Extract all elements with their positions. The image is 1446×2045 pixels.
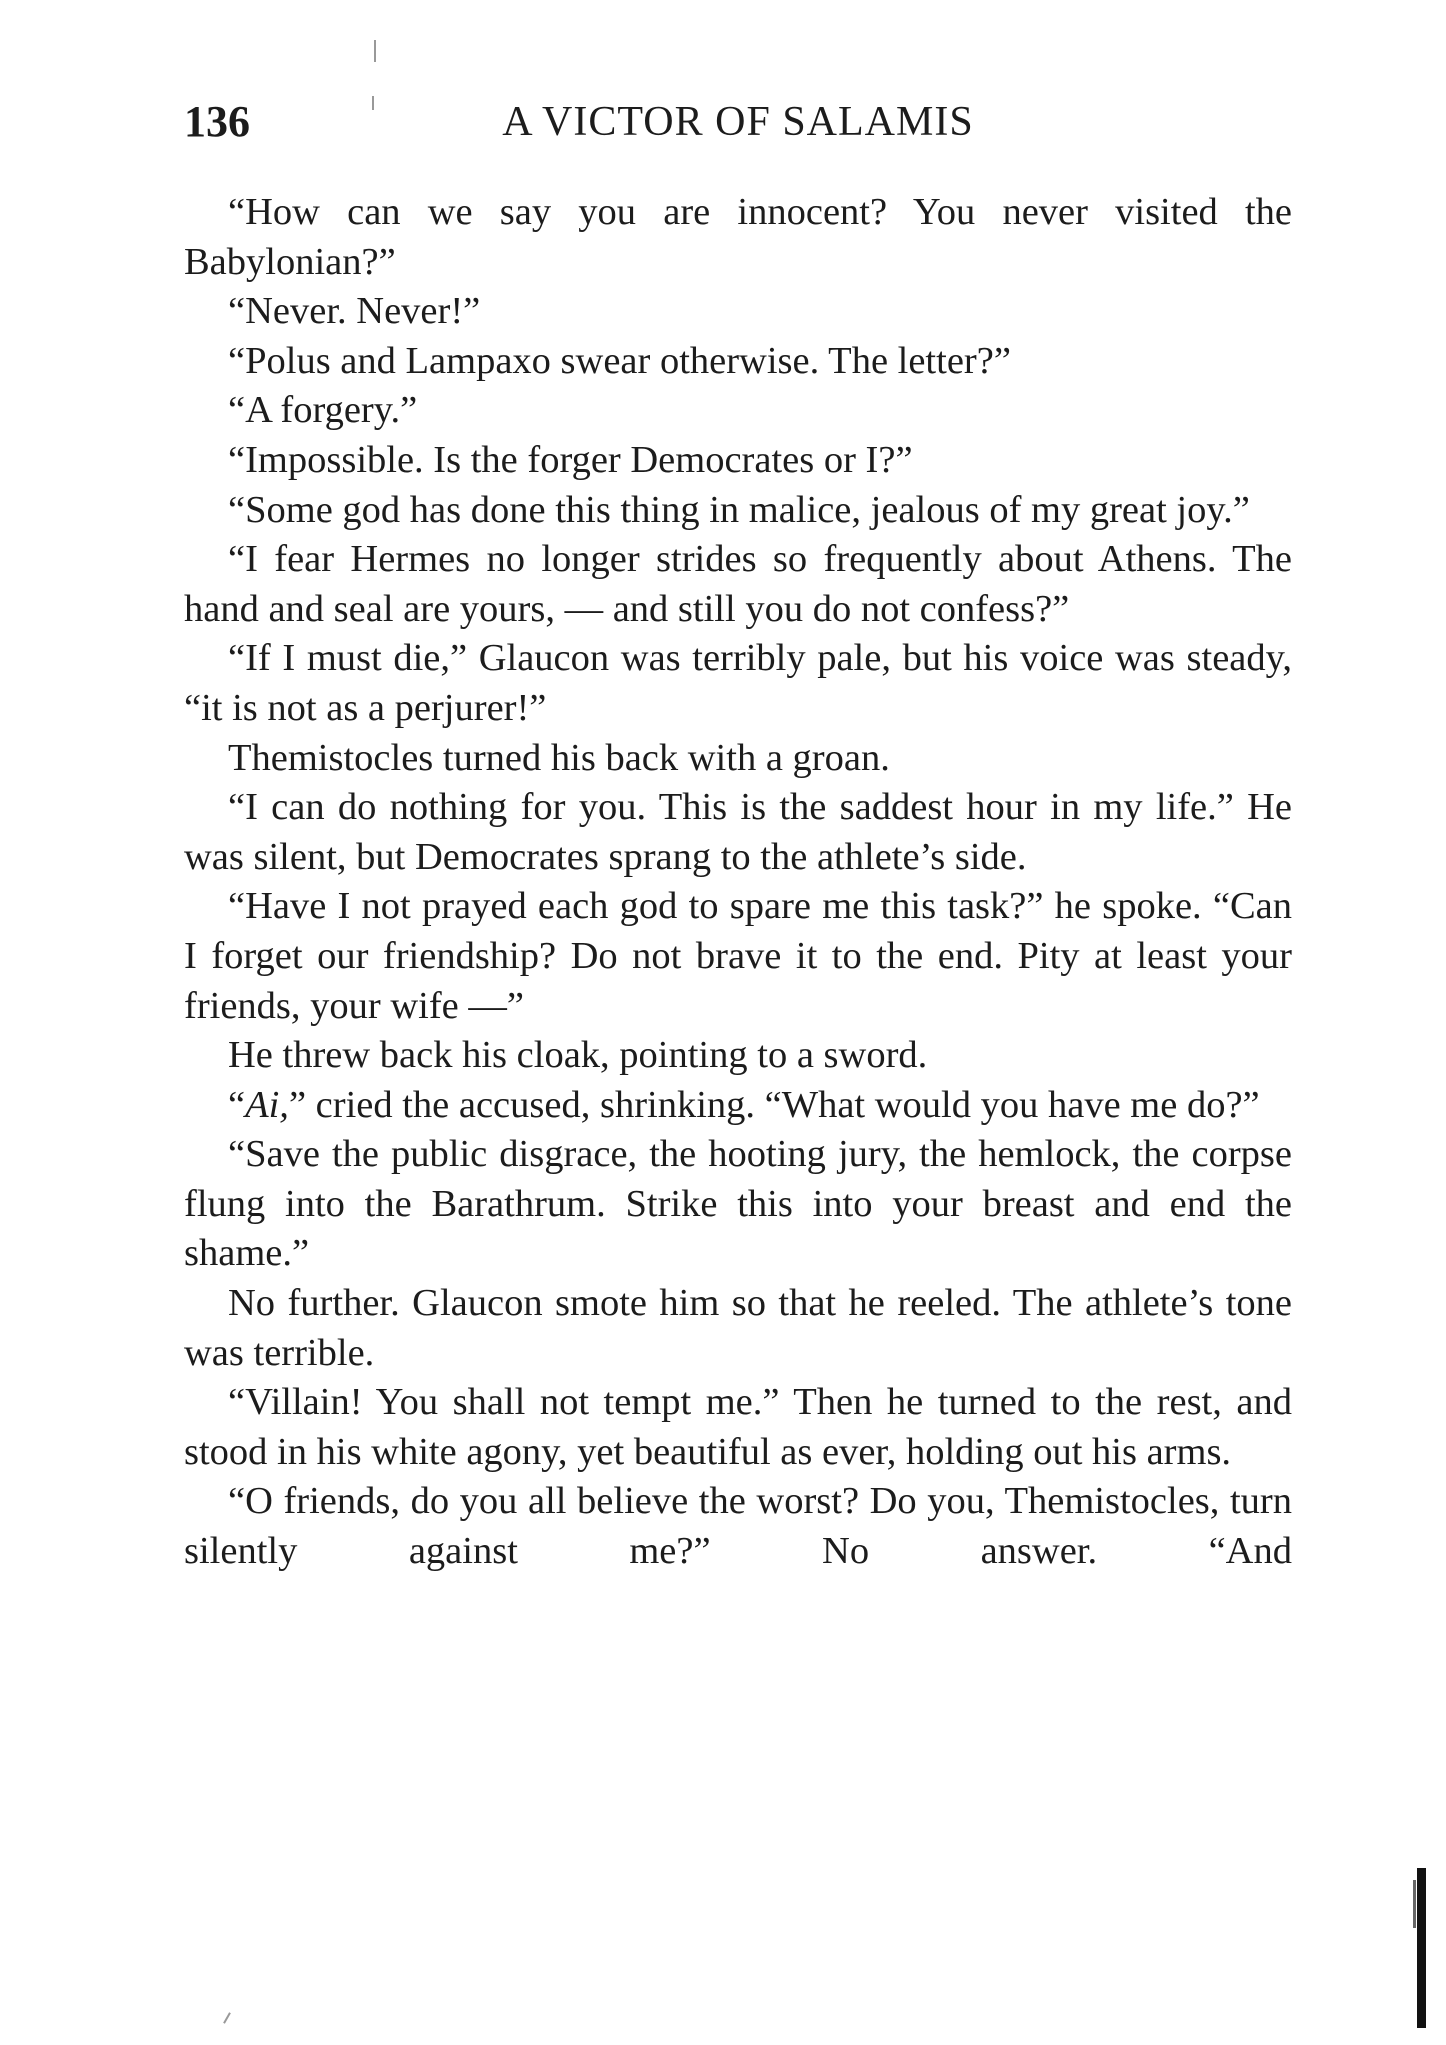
paragraph: “Never. Never!” (228, 290, 481, 333)
paragraph: “I can do nothing for you. This is the saddest hour in my life.” He was silent, but Democrates sprang to the athlete’s side. (184, 786, 1292, 878)
paragraph-rest: cried the accused, shrinking. “What would you have me do?” (306, 1083, 1260, 1126)
scan-speck (223, 2012, 231, 2023)
paragraph: “I fear Hermes no longer strides so frequently about Athens. The hand and seal are yours, — and still you do not confess?” (184, 538, 1292, 630)
paragraph: “Impossible. Is the forger Democrates or I?” (228, 438, 913, 481)
page-number: 136 (184, 97, 250, 146)
paragraph: No further. Glaucon smote him so that he reeled. The athlete’s tone was terrible. (184, 1282, 1292, 1374)
paragraph: Themistocles turned his back with a groan. (228, 736, 890, 779)
scan-speck (374, 40, 376, 62)
italic-exclamation: Ai, (245, 1083, 289, 1126)
paragraph: “Polus and Lampaxo swear otherwise. The letter?” (228, 339, 1011, 382)
scan-speck (372, 96, 374, 110)
scan-edge-mark (1413, 1880, 1416, 1928)
page-header (184, 92, 1292, 152)
paragraph: “Some god has done this thing in malice, jealous of my great joy.” (228, 488, 1250, 531)
running-title: A VICTOR OF SALAMIS (502, 99, 974, 145)
paragraph: “How can we say you are innocent? You never visited the Babylonian?” (184, 191, 1292, 283)
body-text (184, 188, 1292, 1577)
paragraph: “Villain! You shall not tempt me.” Then he turned to the rest, and stood in his white agony, yet beautiful as ever, holding out his arms. (184, 1381, 1292, 1473)
scan-edge-mark (1417, 1868, 1426, 2028)
paragraph: “O friends, do you all believe the worst? Do you, Themistocles, turn silently against me?” No answer. “And (184, 1480, 1292, 1573)
paragraph: “Have I not prayed each god to spare me this task?” he spoke. “Can I forget our friendship? Do not brave it to the end. Pity at least your friends, your wife —” (184, 885, 1292, 1027)
paragraph: “Save the public disgrace, the hooting jury, the hemlock, the corpse flung into the Barathrum. Strike this into your breast and end the shame.” (184, 1133, 1292, 1275)
paragraph: “If I must die,” Glaucon was terribly pale, but his voice was steady, “it is not as a perjurer!” (184, 637, 1292, 729)
paragraph: “Ai,” cried the accused, shrinking. “What would you have me do?” (228, 1083, 1260, 1126)
paragraph: “A forgery.” (228, 389, 418, 432)
paragraph: He threw back his cloak, pointing to a sword. (228, 1034, 928, 1077)
